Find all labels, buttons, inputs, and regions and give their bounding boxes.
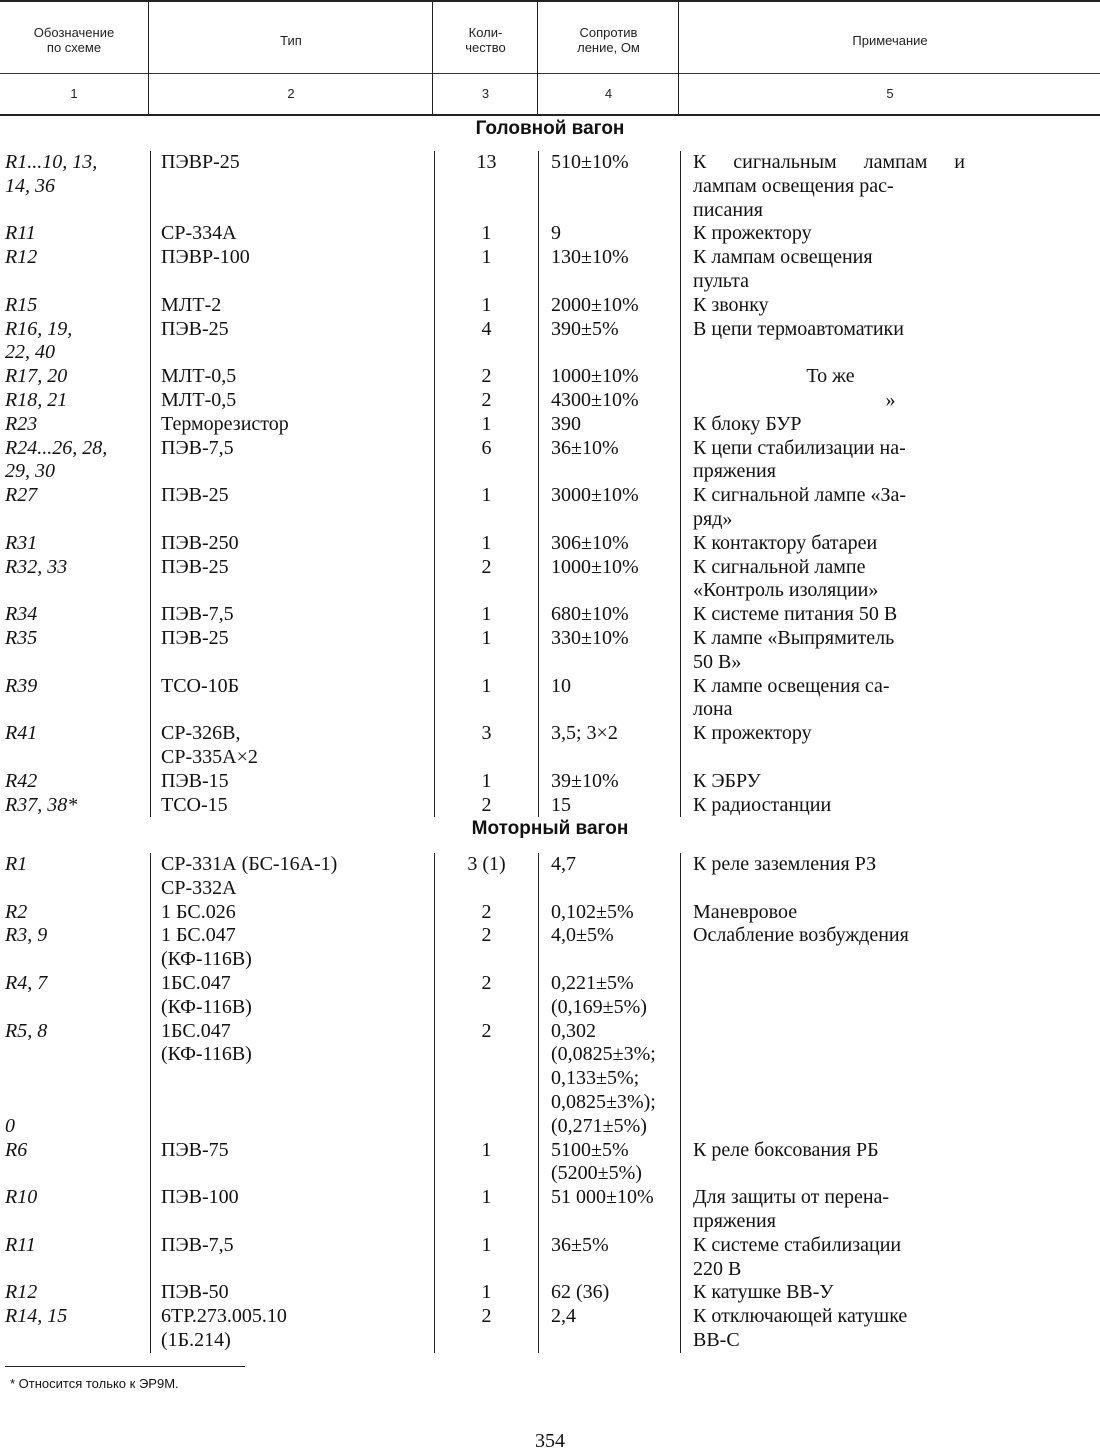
- cell-designation: R1...10, 13, 14, 36: [5, 151, 98, 197]
- cell-note: К контактору батареи: [680, 532, 1100, 556]
- cell-quantity: 1: [434, 603, 538, 627]
- cell-quantity: 1: [434, 413, 538, 437]
- cell-note: Для защиты от перена- пряжения: [680, 1186, 1100, 1234]
- cell-note: К сигнальным лампам и лампам освещения рас- писания: [680, 151, 1100, 222]
- table-row: [0, 1139, 1100, 1187]
- cell-designation: R6: [5, 1138, 28, 1161]
- cell-type: ПЭВ-50: [150, 1281, 434, 1305]
- cell-note: К блоку БУР: [680, 413, 1100, 437]
- cell-resistance: 130±10%: [538, 246, 680, 294]
- column-divider: [432, 2, 433, 114]
- cell-resistance: 680±10%: [538, 603, 680, 627]
- cell-resistance: 36±10%: [538, 437, 680, 485]
- cell-designation: R4, 7: [5, 971, 48, 994]
- cell-designation: R32, 33: [5, 555, 68, 578]
- cell-type: 1 БС.047 (КФ-116В): [150, 924, 434, 972]
- table-row: [0, 1281, 1100, 1305]
- cell-note: К лампе «Выпрямитель 50 В»: [680, 627, 1100, 675]
- table-row: [0, 627, 1100, 675]
- table-row: [0, 770, 1100, 794]
- section-head-car-rows: [0, 151, 1100, 817]
- cell-note: К сигнальной лампе «За- ряд»: [680, 484, 1100, 532]
- column-divider: [678, 2, 679, 114]
- cell-type: МЛТ-2: [150, 294, 434, 318]
- cell-resistance: 4,7: [538, 853, 680, 901]
- cell-note: К лампам освещения пульта: [680, 246, 1100, 294]
- cell-quantity: 2: [434, 924, 538, 972]
- header-resistance: Сопротив ление, Ом: [577, 25, 640, 55]
- table-row: [0, 365, 1100, 389]
- cell-resistance: 39±10%: [538, 770, 680, 794]
- cell-quantity: 1: [434, 532, 538, 556]
- cell-type: ПЭВР-100: [150, 246, 434, 294]
- cell-resistance: 62 (36): [538, 1281, 680, 1305]
- cell-type: 1БС.047 (КФ-116В): [150, 1020, 434, 1139]
- header-divider: [0, 73, 1100, 74]
- cell-quantity: 3: [434, 722, 538, 770]
- table-row: [0, 722, 1100, 770]
- cell-note: К сигнальной лампе «Контроль изоляции»: [680, 556, 1100, 604]
- cell-quantity: 2: [434, 901, 538, 925]
- cell-quantity: 13: [434, 151, 538, 222]
- table-row: [0, 1020, 1100, 1139]
- table-row: [0, 318, 1100, 366]
- cell-type: 1 БС.026: [150, 901, 434, 925]
- cell-designation: R12: [5, 1281, 38, 1304]
- table-row: [0, 556, 1100, 604]
- cell-note: К цепи стабилизации на- пряжения: [680, 437, 1100, 485]
- cell-resistance: 0,102±5%: [538, 901, 680, 925]
- cell-designation: R23: [5, 412, 38, 435]
- cell-type: ПЭВ-100: [150, 1186, 434, 1234]
- cell-quantity: 1: [434, 1186, 538, 1234]
- cell-resistance: 1000±10%: [538, 556, 680, 604]
- cell-type: СР-331А (БС-16А-1) СР-332А: [150, 853, 434, 901]
- cell-note: К прожектору: [680, 222, 1100, 246]
- table-row: [0, 151, 1100, 222]
- cell-quantity: 1: [434, 675, 538, 723]
- cell-note: Маневровое: [680, 901, 1100, 925]
- section-title-motor-car: Моторный вагон: [471, 818, 629, 839]
- cell-note: К системе стабилизации 220 В: [680, 1234, 1100, 1282]
- cell-note: К звонку: [680, 294, 1100, 318]
- cell-note: То же: [680, 365, 1100, 389]
- cell-quantity: 1: [434, 222, 538, 246]
- footnote-divider: [5, 1366, 245, 1367]
- cell-quantity: 1: [434, 770, 538, 794]
- cell-type: ПЭВ-250: [150, 532, 434, 556]
- cell-designation: R16, 19, 22, 40: [5, 317, 73, 364]
- cell-note: К системе питания 50 В: [680, 603, 1100, 627]
- cell-designation: R34: [5, 603, 38, 626]
- cell-resistance: 1000±10%: [538, 365, 680, 389]
- cell-designation: R18, 21: [5, 388, 68, 411]
- table-row: [0, 1186, 1100, 1234]
- cell-type: МЛТ-0,5: [150, 365, 434, 389]
- cell-quantity: 1: [434, 294, 538, 318]
- cell-resistance: 51 000±10%: [538, 1186, 680, 1234]
- cell-quantity: 1: [434, 484, 538, 532]
- cell-quantity: 1: [434, 1281, 538, 1305]
- table-row: [0, 1305, 1100, 1353]
- cell-note: Ослабление возбуждения: [680, 924, 1100, 972]
- cell-resistance: 0,221±5% (0,169±5%): [538, 972, 680, 1020]
- cell-resistance: 330±10%: [538, 627, 680, 675]
- footnote: * Относится только к ЭР9М.: [10, 1376, 179, 1391]
- cell-type: ПЭВ-25: [150, 484, 434, 532]
- cell-resistance: 390±5%: [538, 318, 680, 366]
- cell-resistance: 2000±10%: [538, 294, 680, 318]
- cell-resistance: 4300±10%: [538, 389, 680, 413]
- cell-resistance: 10: [538, 675, 680, 723]
- cell-note: К катушке ВВ-У: [680, 1281, 1100, 1305]
- cell-quantity: 2: [434, 556, 538, 604]
- cell-designation: R12: [5, 246, 38, 269]
- cell-designation: R41: [5, 722, 38, 745]
- cell-quantity: 1: [434, 627, 538, 675]
- cell-type: ПЭВ-15: [150, 770, 434, 794]
- cell-designation: R37, 38*: [5, 793, 78, 816]
- table-row: [0, 246, 1100, 294]
- cell-designation: R2: [5, 900, 28, 923]
- cell-note: К лампе освещения са- лона: [680, 675, 1100, 723]
- cell-designation: R24...26, 28, 29, 30: [5, 436, 108, 483]
- cell-note: К отключающей катушке ВВ-С: [680, 1305, 1100, 1353]
- cell-resistance: 36±5%: [538, 1234, 680, 1282]
- cell-type: СР-326В, СР-335А×2: [150, 722, 434, 770]
- cell-designation: R5, 8 0: [5, 1019, 48, 1137]
- cell-quantity: 2: [434, 1020, 538, 1139]
- header-num-5: 5: [886, 85, 894, 101]
- cell-quantity: 2: [434, 794, 538, 818]
- cell-type: ТСО-15: [150, 794, 434, 818]
- cell-resistance: 3,5; 3×2: [538, 722, 680, 770]
- cell-designation: R1: [5, 853, 28, 875]
- table-row: [0, 413, 1100, 437]
- cell-note: [680, 1020, 1100, 1139]
- header-num-3: 3: [481, 85, 490, 101]
- cell-type: Терморезистор: [150, 413, 434, 437]
- header-note: Примечание: [852, 32, 928, 48]
- cell-designation: R14, 15: [5, 1305, 68, 1328]
- cell-quantity: 2: [434, 389, 538, 413]
- header-quantity: Коли- чество: [465, 25, 506, 55]
- cell-designation: R39: [5, 674, 38, 697]
- table-row: [0, 222, 1100, 246]
- cell-designation: R15: [5, 293, 38, 316]
- table-row: [0, 853, 1100, 901]
- cell-type: ПЭВ-7,5: [150, 437, 434, 485]
- cell-note: К ЭБРУ: [680, 770, 1100, 794]
- table-row: [0, 294, 1100, 318]
- cell-type: ПЭВ-25: [150, 627, 434, 675]
- cell-type: ПЭВР-25: [150, 151, 434, 222]
- header-designation: Обозначение по схеме: [33, 25, 115, 55]
- cell-note: К реле боксования РБ: [680, 1139, 1100, 1187]
- table-row: [0, 972, 1100, 1020]
- cell-note: В цепи термоавтоматики: [680, 318, 1100, 366]
- header-num-1: 1: [70, 85, 78, 101]
- header-type: Тип: [280, 32, 302, 48]
- cell-quantity: 2: [434, 972, 538, 1020]
- column-divider: [537, 2, 538, 114]
- section-motor-car-rows: [0, 853, 1100, 1353]
- column-divider: [148, 2, 149, 114]
- table-header: [0, 0, 1100, 116]
- table-row: [0, 532, 1100, 556]
- table-row: [0, 603, 1100, 627]
- cell-resistance: 0,302 (0,0825±3%; 0,133±5%; 0,0825±3%); (0,271±5%): [538, 1020, 680, 1139]
- table-row: [0, 389, 1100, 413]
- header-num-2: 2: [287, 85, 295, 101]
- table-row: [0, 484, 1100, 532]
- section-title-head-car: Головной вагон: [475, 118, 625, 139]
- cell-quantity: 3 (1): [434, 853, 538, 901]
- cell-quantity: 6: [434, 437, 538, 485]
- cell-quantity: 1: [434, 246, 538, 294]
- cell-resistance: 4,0±5%: [538, 924, 680, 972]
- header-num-4: 4: [604, 85, 613, 101]
- cell-type: СР-334А: [150, 222, 434, 246]
- cell-designation: R11: [5, 222, 36, 245]
- cell-designation: R17, 20: [5, 365, 68, 388]
- cell-note: К реле заземления РЗ: [680, 853, 1100, 901]
- cell-type: ПЭВ-7,5: [150, 1234, 434, 1282]
- cell-resistance: 306±10%: [538, 532, 680, 556]
- table-row: [0, 437, 1100, 485]
- cell-type: ТСО-10Б: [150, 675, 434, 723]
- cell-quantity: 1: [434, 1234, 538, 1282]
- cell-designation: R27: [5, 484, 38, 507]
- table-row: [0, 901, 1100, 925]
- cell-designation: R11: [5, 1233, 36, 1256]
- cell-designation: R35: [5, 626, 38, 649]
- cell-designation: R31: [5, 531, 38, 554]
- cell-quantity: 2: [434, 365, 538, 389]
- cell-note: К прожектору: [680, 722, 1100, 770]
- cell-designation: R3, 9: [5, 924, 48, 947]
- cell-resistance: 9: [538, 222, 680, 246]
- cell-resistance: 5100±5% (5200±5%): [538, 1139, 680, 1187]
- cell-resistance: 390: [538, 413, 680, 437]
- cell-designation: R42: [5, 769, 38, 792]
- page-number: 354: [535, 1430, 565, 1452]
- table-row: [0, 1234, 1100, 1282]
- cell-type: ПЭВ-75: [150, 1139, 434, 1187]
- cell-type: ПЭВ-25: [150, 556, 434, 604]
- cell-type: 1БС.047 (КФ-116В): [150, 972, 434, 1020]
- cell-type: 6ТР.273.005.10 (1Б.214): [150, 1305, 434, 1353]
- cell-type: ПЭВ-7,5: [150, 603, 434, 627]
- cell-resistance: 2,4: [538, 1305, 680, 1353]
- cell-type: МЛТ-0,5: [150, 389, 434, 413]
- cell-resistance: 15: [538, 794, 680, 818]
- cell-note: »: [680, 389, 1100, 413]
- table-row: [0, 675, 1100, 723]
- table-row: [0, 794, 1100, 818]
- cell-note: К радиостанции: [680, 794, 1100, 818]
- table-row: [0, 924, 1100, 972]
- cell-quantity: 2: [434, 1305, 538, 1353]
- cell-resistance: 510±10%: [538, 151, 680, 222]
- cell-resistance: 3000±10%: [538, 484, 680, 532]
- cell-type: ПЭВ-25: [150, 318, 434, 366]
- cell-quantity: 1: [434, 1139, 538, 1187]
- cell-designation: R10: [5, 1186, 38, 1209]
- cell-note: [680, 972, 1100, 1020]
- cell-quantity: 4: [434, 318, 538, 366]
